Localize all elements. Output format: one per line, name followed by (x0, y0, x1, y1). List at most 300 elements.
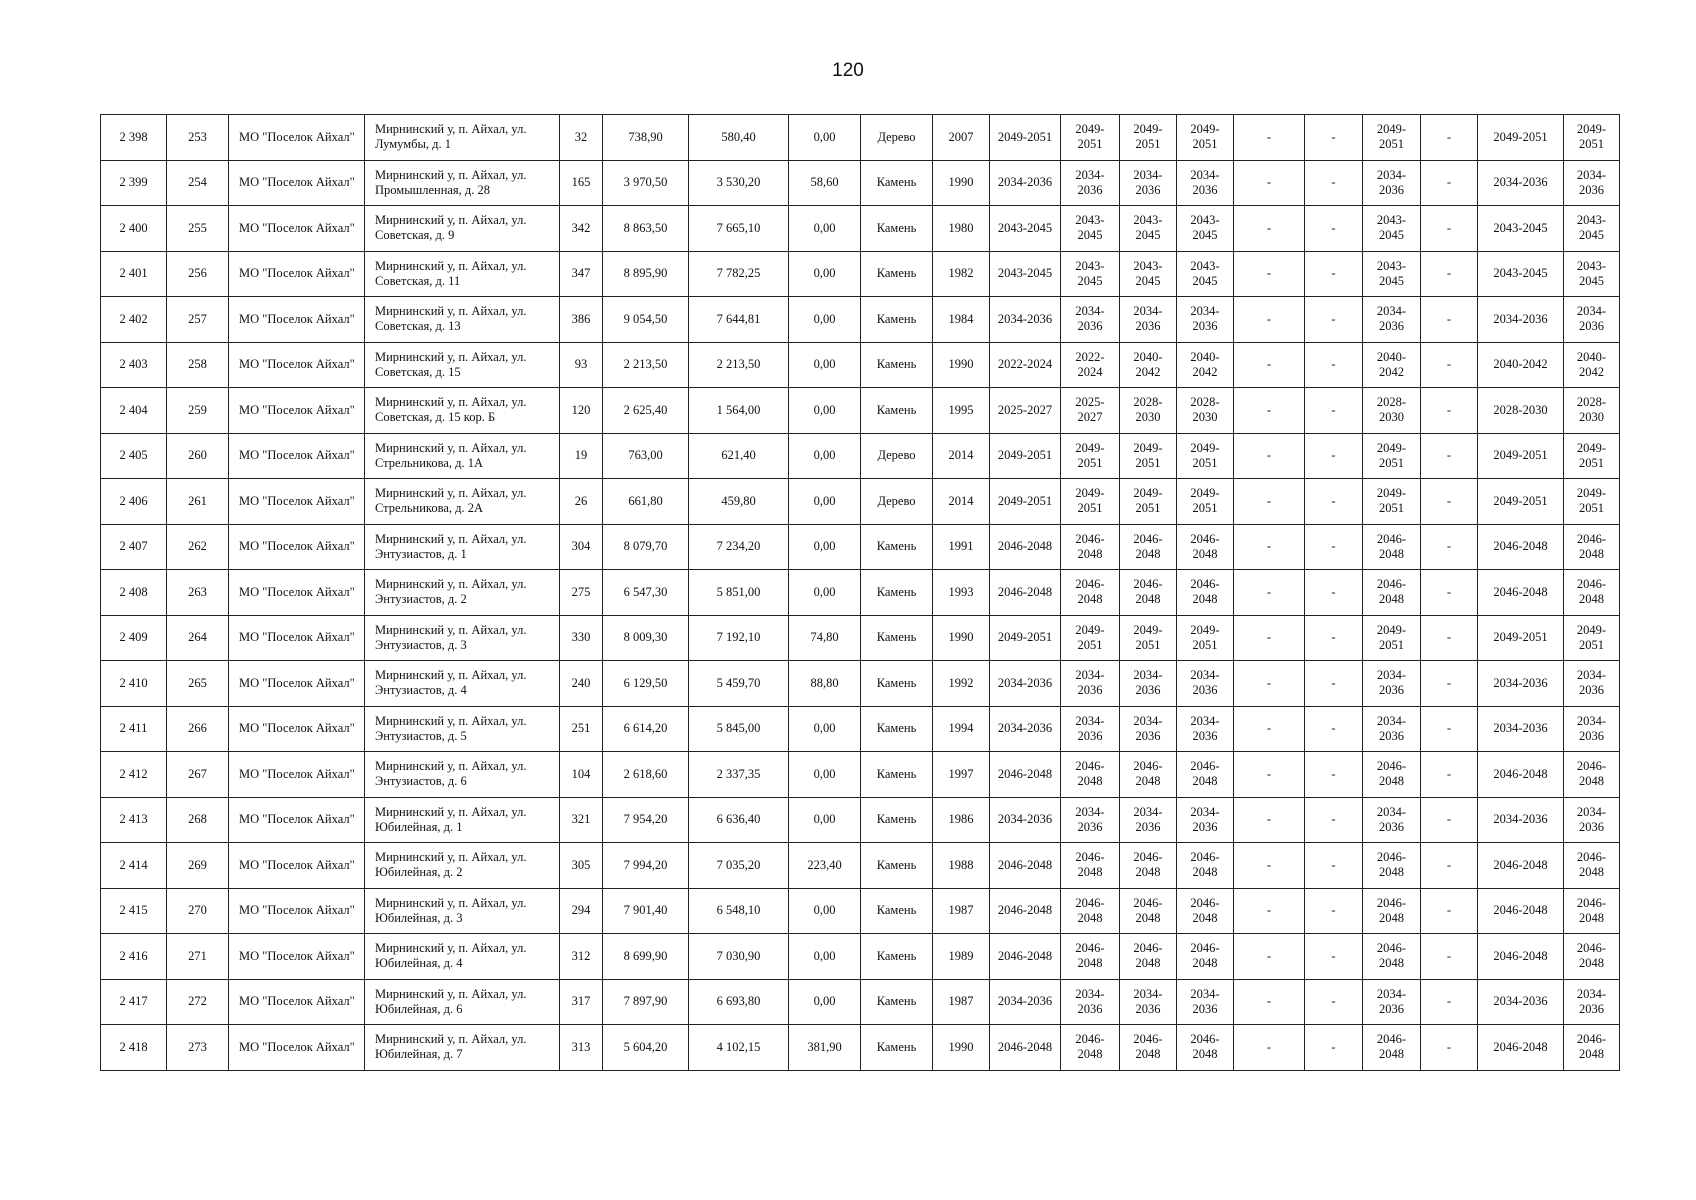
cell-reg-number: 2 417 (101, 979, 167, 1025)
cell-period-1: 2049-2051 (990, 433, 1061, 479)
cell-period-10: 2040-2042 (1564, 342, 1620, 388)
cell-reg-number: 2 415 (101, 888, 167, 934)
cell-period-7: 2034-2036 (1363, 797, 1421, 843)
cell-wall-material: Камень (861, 706, 933, 752)
cell-residents: 120 (560, 388, 603, 434)
table-body (101, 115, 1620, 1071)
cell-period-8: - (1421, 752, 1478, 798)
cell-period-1: 2049-2051 (990, 115, 1061, 161)
cell-period-4: 2034-2036 (1177, 706, 1234, 752)
cell-period-3: 2046-2048 (1120, 888, 1177, 934)
table-row (101, 297, 1620, 343)
cell-period-5: - (1234, 297, 1305, 343)
cell-period-6: - (1305, 570, 1363, 616)
cell-period-9: 2034-2036 (1478, 706, 1564, 752)
cell-total-area: 6 614,20 (603, 706, 689, 752)
cell-item-number: 260 (167, 433, 229, 479)
cell-reg-number: 2 414 (101, 843, 167, 889)
cell-period-5: - (1234, 570, 1305, 616)
cell-period-9: 2040-2042 (1478, 342, 1564, 388)
cell-year-built: 2007 (933, 115, 990, 161)
cell-reg-number: 2 399 (101, 160, 167, 206)
cell-nonresidential-area: 0,00 (789, 251, 861, 297)
cell-period-9: 2043-2045 (1478, 206, 1564, 252)
cell-year-built: 1995 (933, 388, 990, 434)
cell-reg-number: 2 418 (101, 1025, 167, 1071)
cell-address: Мирнинский у, п. Айхал, ул. Энтузиастов, д. 5 (365, 706, 560, 752)
cell-wall-material: Камень (861, 979, 933, 1025)
cell-period-9: 2049-2051 (1478, 479, 1564, 525)
cell-period-3: 2046-2048 (1120, 524, 1177, 570)
cell-period-9: 2046-2048 (1478, 1025, 1564, 1071)
cell-municipality: МО "Поселок Айхал" (229, 797, 365, 843)
cell-period-7: 2034-2036 (1363, 706, 1421, 752)
cell-living-area: 459,80 (689, 479, 789, 525)
cell-year-built: 1992 (933, 661, 990, 707)
cell-year-built: 1990 (933, 615, 990, 661)
cell-period-9: 2028-2030 (1478, 388, 1564, 434)
cell-residents: 19 (560, 433, 603, 479)
cell-period-5: - (1234, 1025, 1305, 1071)
cell-year-built: 1987 (933, 979, 990, 1025)
cell-residents: 386 (560, 297, 603, 343)
cell-period-6: - (1305, 752, 1363, 798)
cell-residents: 305 (560, 843, 603, 889)
cell-period-4: 2043-2045 (1177, 251, 1234, 297)
cell-period-6: - (1305, 706, 1363, 752)
cell-reg-number: 2 407 (101, 524, 167, 570)
cell-period-3: 2049-2051 (1120, 115, 1177, 161)
cell-nonresidential-area: 0,00 (789, 934, 861, 980)
cell-period-4: 2049-2051 (1177, 615, 1234, 661)
cell-period-2: 2043-2045 (1061, 251, 1120, 297)
cell-reg-number: 2 398 (101, 115, 167, 161)
cell-period-10: 2043-2045 (1564, 251, 1620, 297)
cell-period-7: 2049-2051 (1363, 479, 1421, 525)
table-row (101, 979, 1620, 1025)
cell-wall-material: Камень (861, 342, 933, 388)
cell-period-6: - (1305, 524, 1363, 570)
cell-total-area: 6 129,50 (603, 661, 689, 707)
cell-residents: 104 (560, 752, 603, 798)
cell-period-5: - (1234, 479, 1305, 525)
table-row (101, 388, 1620, 434)
cell-period-9: 2034-2036 (1478, 979, 1564, 1025)
cell-residents: 26 (560, 479, 603, 525)
cell-period-5: - (1234, 206, 1305, 252)
cell-year-built: 1997 (933, 752, 990, 798)
cell-period-8: - (1421, 706, 1478, 752)
cell-year-built: 1993 (933, 570, 990, 616)
cell-period-1: 2046-2048 (990, 1025, 1061, 1071)
cell-address: Мирнинский у, п. Айхал, ул. Лумумбы, д. 1 (365, 115, 560, 161)
cell-period-1: 2049-2051 (990, 479, 1061, 525)
cell-period-2: 2046-2048 (1061, 888, 1120, 934)
cell-period-1: 2034-2036 (990, 797, 1061, 843)
cell-address: Мирнинский у, п. Айхал, ул. Юбилейная, д. 1 (365, 797, 560, 843)
cell-period-4: 2049-2051 (1177, 115, 1234, 161)
cell-period-10: 2034-2036 (1564, 979, 1620, 1025)
cell-period-8: - (1421, 661, 1478, 707)
cell-period-10: 2046-2048 (1564, 570, 1620, 616)
cell-total-area: 3 970,50 (603, 160, 689, 206)
cell-living-area: 7 192,10 (689, 615, 789, 661)
cell-nonresidential-area: 0,00 (789, 206, 861, 252)
cell-period-6: - (1305, 342, 1363, 388)
cell-period-8: - (1421, 843, 1478, 889)
cell-item-number: 253 (167, 115, 229, 161)
cell-year-built: 1994 (933, 706, 990, 752)
cell-wall-material: Камень (861, 251, 933, 297)
cell-period-8: - (1421, 1025, 1478, 1071)
cell-period-2: 2046-2048 (1061, 570, 1120, 616)
cell-wall-material: Камень (861, 934, 933, 980)
cell-period-3: 2049-2051 (1120, 615, 1177, 661)
cell-wall-material: Дерево (861, 115, 933, 161)
cell-living-area: 1 564,00 (689, 388, 789, 434)
cell-total-area: 5 604,20 (603, 1025, 689, 1071)
cell-period-2: 2049-2051 (1061, 115, 1120, 161)
cell-total-area: 763,00 (603, 433, 689, 479)
cell-period-4: 2034-2036 (1177, 979, 1234, 1025)
cell-municipality: МО "Поселок Айхал" (229, 888, 365, 934)
cell-residents: 342 (560, 206, 603, 252)
cell-item-number: 273 (167, 1025, 229, 1071)
cell-residents: 240 (560, 661, 603, 707)
cell-period-5: - (1234, 615, 1305, 661)
cell-period-2: 2046-2048 (1061, 524, 1120, 570)
cell-nonresidential-area: 0,00 (789, 433, 861, 479)
cell-period-5: - (1234, 934, 1305, 980)
cell-reg-number: 2 404 (101, 388, 167, 434)
cell-period-9: 2046-2048 (1478, 570, 1564, 616)
cell-living-area: 5 459,70 (689, 661, 789, 707)
cell-wall-material: Камень (861, 888, 933, 934)
cell-item-number: 265 (167, 661, 229, 707)
cell-living-area: 2 213,50 (689, 342, 789, 388)
cell-period-2: 2025-2027 (1061, 388, 1120, 434)
cell-period-10: 2034-2036 (1564, 706, 1620, 752)
cell-period-1: 2034-2036 (990, 979, 1061, 1025)
cell-period-1: 2046-2048 (990, 570, 1061, 616)
cell-period-9: 2046-2048 (1478, 934, 1564, 980)
cell-living-area: 7 644,81 (689, 297, 789, 343)
cell-period-4: 2034-2036 (1177, 797, 1234, 843)
cell-living-area: 580,40 (689, 115, 789, 161)
cell-address: Мирнинский у, п. Айхал, ул. Энтузиастов, д. 6 (365, 752, 560, 798)
cell-year-built: 1990 (933, 342, 990, 388)
cell-reg-number: 2 408 (101, 570, 167, 616)
cell-period-2: 2022-2024 (1061, 342, 1120, 388)
cell-living-area: 7 234,20 (689, 524, 789, 570)
cell-period-3: 2046-2048 (1120, 1025, 1177, 1071)
cell-period-5: - (1234, 888, 1305, 934)
cell-municipality: МО "Поселок Айхал" (229, 206, 365, 252)
cell-living-area: 7 035,20 (689, 843, 789, 889)
cell-period-2: 2046-2048 (1061, 843, 1120, 889)
cell-period-3: 2034-2036 (1120, 160, 1177, 206)
cell-address: Мирнинский у, п. Айхал, ул. Юбилейная, д. 6 (365, 979, 560, 1025)
cell-municipality: МО "Поселок Айхал" (229, 115, 365, 161)
cell-period-10: 2046-2048 (1564, 888, 1620, 934)
cell-period-1: 2034-2036 (990, 160, 1061, 206)
cell-wall-material: Камень (861, 524, 933, 570)
cell-nonresidential-area: 0,00 (789, 479, 861, 525)
cell-period-8: - (1421, 934, 1478, 980)
cell-period-9: 2046-2048 (1478, 752, 1564, 798)
cell-address: Мирнинский у, п. Айхал, ул. Юбилейная, д. 3 (365, 888, 560, 934)
cell-period-10: 2049-2051 (1564, 615, 1620, 661)
cell-period-3: 2046-2048 (1120, 752, 1177, 798)
cell-period-3: 2046-2048 (1120, 843, 1177, 889)
cell-period-6: - (1305, 160, 1363, 206)
cell-period-5: - (1234, 251, 1305, 297)
cell-period-9: 2049-2051 (1478, 433, 1564, 479)
cell-nonresidential-area: 58,60 (789, 160, 861, 206)
cell-item-number: 259 (167, 388, 229, 434)
cell-period-8: - (1421, 979, 1478, 1025)
cell-period-10: 2028-2030 (1564, 388, 1620, 434)
cell-period-6: - (1305, 388, 1363, 434)
cell-period-7: 2043-2045 (1363, 206, 1421, 252)
cell-wall-material: Камень (861, 1025, 933, 1071)
cell-period-1: 2034-2036 (990, 706, 1061, 752)
cell-wall-material: Дерево (861, 433, 933, 479)
table-row (101, 615, 1620, 661)
cell-period-7: 2049-2051 (1363, 433, 1421, 479)
table-row (101, 797, 1620, 843)
table-row (101, 570, 1620, 616)
cell-period-3: 2049-2051 (1120, 433, 1177, 479)
cell-nonresidential-area: 0,00 (789, 888, 861, 934)
cell-period-3: 2040-2042 (1120, 342, 1177, 388)
cell-residents: 165 (560, 160, 603, 206)
cell-period-5: - (1234, 342, 1305, 388)
cell-municipality: МО "Поселок Айхал" (229, 979, 365, 1025)
cell-item-number: 271 (167, 934, 229, 980)
cell-item-number: 270 (167, 888, 229, 934)
cell-period-10: 2049-2051 (1564, 433, 1620, 479)
cell-wall-material: Камень (861, 752, 933, 798)
cell-period-7: 2046-2048 (1363, 888, 1421, 934)
cell-period-2: 2049-2051 (1061, 615, 1120, 661)
cell-period-1: 2046-2048 (990, 752, 1061, 798)
cell-period-4: 2046-2048 (1177, 934, 1234, 980)
cell-period-4: 2046-2048 (1177, 570, 1234, 616)
cell-period-4: 2049-2051 (1177, 479, 1234, 525)
cell-period-10: 2046-2048 (1564, 524, 1620, 570)
cell-period-5: - (1234, 979, 1305, 1025)
cell-residents: 313 (560, 1025, 603, 1071)
table-row (101, 160, 1620, 206)
cell-municipality: МО "Поселок Айхал" (229, 752, 365, 798)
cell-total-area: 7 897,90 (603, 979, 689, 1025)
cell-municipality: МО "Поселок Айхал" (229, 297, 365, 343)
cell-municipality: МО "Поселок Айхал" (229, 524, 365, 570)
table-row (101, 479, 1620, 525)
cell-total-area: 8 009,30 (603, 615, 689, 661)
cell-period-5: - (1234, 524, 1305, 570)
cell-reg-number: 2 403 (101, 342, 167, 388)
cell-total-area: 7 901,40 (603, 888, 689, 934)
cell-reg-number: 2 412 (101, 752, 167, 798)
cell-period-9: 2046-2048 (1478, 888, 1564, 934)
cell-period-4: 2046-2048 (1177, 888, 1234, 934)
cell-wall-material: Камень (861, 388, 933, 434)
cell-living-area: 7 782,25 (689, 251, 789, 297)
cell-period-7: 2046-2048 (1363, 1025, 1421, 1071)
cell-municipality: МО "Поселок Айхал" (229, 1025, 365, 1071)
cell-period-5: - (1234, 160, 1305, 206)
cell-period-4: 2043-2045 (1177, 206, 1234, 252)
cell-period-7: 2046-2048 (1363, 570, 1421, 616)
cell-municipality: МО "Поселок Айхал" (229, 570, 365, 616)
cell-period-1: 2046-2048 (990, 934, 1061, 980)
housing-register-table (100, 114, 1620, 1071)
cell-period-6: - (1305, 115, 1363, 161)
cell-item-number: 256 (167, 251, 229, 297)
cell-living-area: 6 636,40 (689, 797, 789, 843)
cell-item-number: 255 (167, 206, 229, 252)
cell-period-6: - (1305, 1025, 1363, 1071)
cell-period-10: 2046-2048 (1564, 934, 1620, 980)
cell-period-4: 2046-2048 (1177, 524, 1234, 570)
cell-municipality: МО "Поселок Айхал" (229, 251, 365, 297)
cell-wall-material: Камень (861, 297, 933, 343)
cell-period-7: 2046-2048 (1363, 934, 1421, 980)
cell-nonresidential-area: 0,00 (789, 752, 861, 798)
cell-period-10: 2049-2051 (1564, 479, 1620, 525)
cell-period-8: - (1421, 160, 1478, 206)
cell-municipality: МО "Поселок Айхал" (229, 843, 365, 889)
cell-total-area: 8 863,50 (603, 206, 689, 252)
cell-total-area: 2 618,60 (603, 752, 689, 798)
cell-item-number: 266 (167, 706, 229, 752)
cell-period-7: 2046-2048 (1363, 752, 1421, 798)
cell-period-5: - (1234, 661, 1305, 707)
cell-year-built: 1982 (933, 251, 990, 297)
cell-period-7: 2034-2036 (1363, 661, 1421, 707)
cell-period-9: 2034-2036 (1478, 797, 1564, 843)
cell-period-9: 2046-2048 (1478, 843, 1564, 889)
cell-nonresidential-area: 0,00 (789, 797, 861, 843)
cell-period-1: 2034-2036 (990, 661, 1061, 707)
cell-residents: 251 (560, 706, 603, 752)
cell-municipality: МО "Поселок Айхал" (229, 342, 365, 388)
cell-nonresidential-area: 0,00 (789, 570, 861, 616)
cell-period-5: - (1234, 388, 1305, 434)
cell-period-9: 2049-2051 (1478, 115, 1564, 161)
cell-address: Мирнинский у, п. Айхал, ул. Советская, д. 15 кор. Б (365, 388, 560, 434)
cell-period-6: - (1305, 888, 1363, 934)
cell-nonresidential-area: 0,00 (789, 706, 861, 752)
cell-period-3: 2034-2036 (1120, 661, 1177, 707)
cell-period-7: 2040-2042 (1363, 342, 1421, 388)
table-row (101, 433, 1620, 479)
cell-reg-number: 2 406 (101, 479, 167, 525)
cell-period-2: 2034-2036 (1061, 706, 1120, 752)
cell-item-number: 263 (167, 570, 229, 616)
cell-period-1: 2025-2027 (990, 388, 1061, 434)
table-row (101, 706, 1620, 752)
cell-period-6: - (1305, 297, 1363, 343)
cell-living-area: 621,40 (689, 433, 789, 479)
cell-period-3: 2043-2045 (1120, 206, 1177, 252)
cell-period-2: 2049-2051 (1061, 479, 1120, 525)
cell-wall-material: Камень (861, 615, 933, 661)
cell-period-6: - (1305, 615, 1363, 661)
cell-period-5: - (1234, 433, 1305, 479)
cell-residents: 317 (560, 979, 603, 1025)
cell-period-5: - (1234, 115, 1305, 161)
cell-reg-number: 2 402 (101, 297, 167, 343)
cell-period-2: 2034-2036 (1061, 979, 1120, 1025)
cell-nonresidential-area: 381,90 (789, 1025, 861, 1071)
cell-reg-number: 2 409 (101, 615, 167, 661)
cell-living-area: 5 851,00 (689, 570, 789, 616)
cell-period-10: 2049-2051 (1564, 115, 1620, 161)
cell-address: Мирнинский у, п. Айхал, ул. Советская, д. 11 (365, 251, 560, 297)
cell-living-area: 2 337,35 (689, 752, 789, 798)
cell-item-number: 258 (167, 342, 229, 388)
cell-period-5: - (1234, 843, 1305, 889)
cell-address: Мирнинский у, п. Айхал, ул. Юбилейная, д. 7 (365, 1025, 560, 1071)
cell-year-built: 1990 (933, 1025, 990, 1071)
cell-address: Мирнинский у, п. Айхал, ул. Энтузиастов, д. 2 (365, 570, 560, 616)
cell-period-8: - (1421, 388, 1478, 434)
cell-municipality: МО "Поселок Айхал" (229, 160, 365, 206)
cell-period-1: 2034-2036 (990, 297, 1061, 343)
cell-period-9: 2034-2036 (1478, 160, 1564, 206)
cell-address: Мирнинский у, п. Айхал, ул. Советская, д. 15 (365, 342, 560, 388)
cell-period-4: 2046-2048 (1177, 843, 1234, 889)
cell-address: Мирнинский у, п. Айхал, ул. Энтузиастов, д. 1 (365, 524, 560, 570)
cell-period-5: - (1234, 797, 1305, 843)
cell-period-1: 2046-2048 (990, 524, 1061, 570)
cell-address: Мирнинский у, п. Айхал, ул. Промышленная, д. 28 (365, 160, 560, 206)
cell-period-7: 2028-2030 (1363, 388, 1421, 434)
cell-nonresidential-area: 0,00 (789, 297, 861, 343)
cell-item-number: 262 (167, 524, 229, 570)
cell-period-9: 2046-2048 (1478, 524, 1564, 570)
cell-nonresidential-area: 0,00 (789, 115, 861, 161)
cell-year-built: 1988 (933, 843, 990, 889)
table-row (101, 342, 1620, 388)
cell-period-1: 2049-2051 (990, 615, 1061, 661)
table-row (101, 934, 1620, 980)
cell-residents: 275 (560, 570, 603, 616)
cell-living-area: 5 845,00 (689, 706, 789, 752)
cell-total-area: 8 895,90 (603, 251, 689, 297)
cell-period-8: - (1421, 570, 1478, 616)
cell-period-10: 2043-2045 (1564, 206, 1620, 252)
cell-address: Мирнинский у, п. Айхал, ул. Стрельникова, д. 2А (365, 479, 560, 525)
cell-wall-material: Камень (861, 661, 933, 707)
cell-period-8: - (1421, 524, 1478, 570)
cell-period-3: 2028-2030 (1120, 388, 1177, 434)
cell-year-built: 1980 (933, 206, 990, 252)
cell-period-3: 2034-2036 (1120, 979, 1177, 1025)
cell-period-7: 2034-2036 (1363, 979, 1421, 1025)
cell-period-6: - (1305, 797, 1363, 843)
cell-residents: 93 (560, 342, 603, 388)
cell-living-area: 4 102,15 (689, 1025, 789, 1071)
cell-wall-material: Камень (861, 206, 933, 252)
cell-period-6: - (1305, 433, 1363, 479)
table-row (101, 115, 1620, 161)
cell-period-9: 2043-2045 (1478, 251, 1564, 297)
cell-period-8: - (1421, 479, 1478, 525)
